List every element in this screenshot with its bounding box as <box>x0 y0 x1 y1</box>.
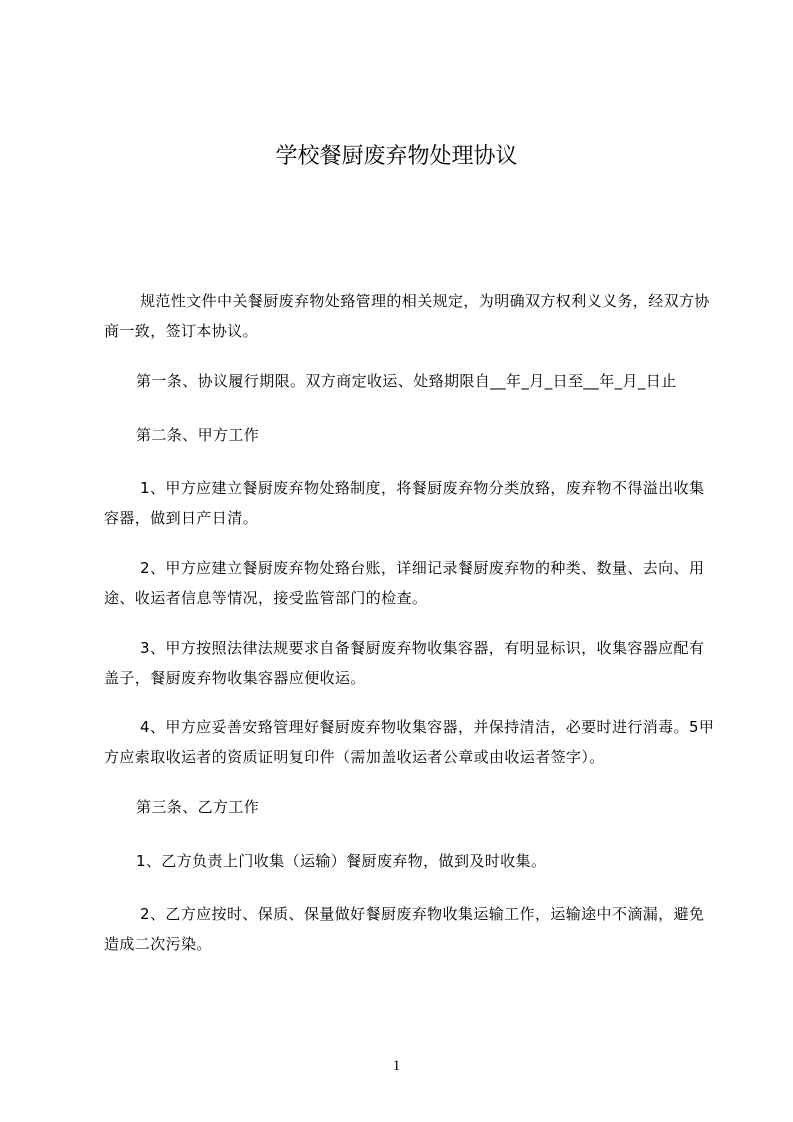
party-a-item-3: 3、甲方按照法律法规要求自备餐厨废弃物收集容器，有明显标识，收集容器应配有盖子，餐厨废弃物收集容器应便收运。 <box>104 639 705 687</box>
document-title: 学校餐厨废弃物处理协议 <box>275 144 518 169</box>
party-a-item-1: 1、甲方应建立餐厨废弃物处臵制度，将餐厨废弃物分类放臵，废弃物不得溢出收集容器，做到日产日清。 <box>104 479 705 527</box>
article-one-term: 第一条、协议履行期限。双方商定收运、处臵期限自__年_月_日至__年_月_日止 <box>136 372 677 390</box>
party-b-item-1: 1、乙方负责上门收集（运输）餐厨废弃物，做到及时收集。 <box>136 852 547 870</box>
party-b-item-2: 2、乙方应按时、保质、保量做好餐厨废弃物收集运输工作，运输途中不滴漏，避免造成二次污染。 <box>104 905 705 953</box>
article-two-heading: 第二条、甲方工作 <box>136 426 260 444</box>
article-three-heading: 第三条、乙方工作 <box>136 798 260 816</box>
page-number: 1 <box>392 1058 401 1074</box>
intro-paragraph: 规范性文件中关餐厨废弃物处臵管理的相关规定，为明确双方权利义义务，经双方协商一致，签订本协议。 <box>104 292 710 340</box>
party-a-item-2: 2、甲方应建立餐厨废弃物处臵台账，详细记录餐厨废弃物的种类、数量、去向、用途、收运者信息等情况，接受监管部门的检查。 <box>104 559 705 607</box>
party-a-item-4-and-5: 4、甲方应妥善安臵管理好餐厨废弃物收集容器，并保持清洁，必要时进行消毒。5甲方应索取收运者的资质证明复印件（需加盖收运者公章或由收运者签字）。 <box>104 718 715 766</box>
